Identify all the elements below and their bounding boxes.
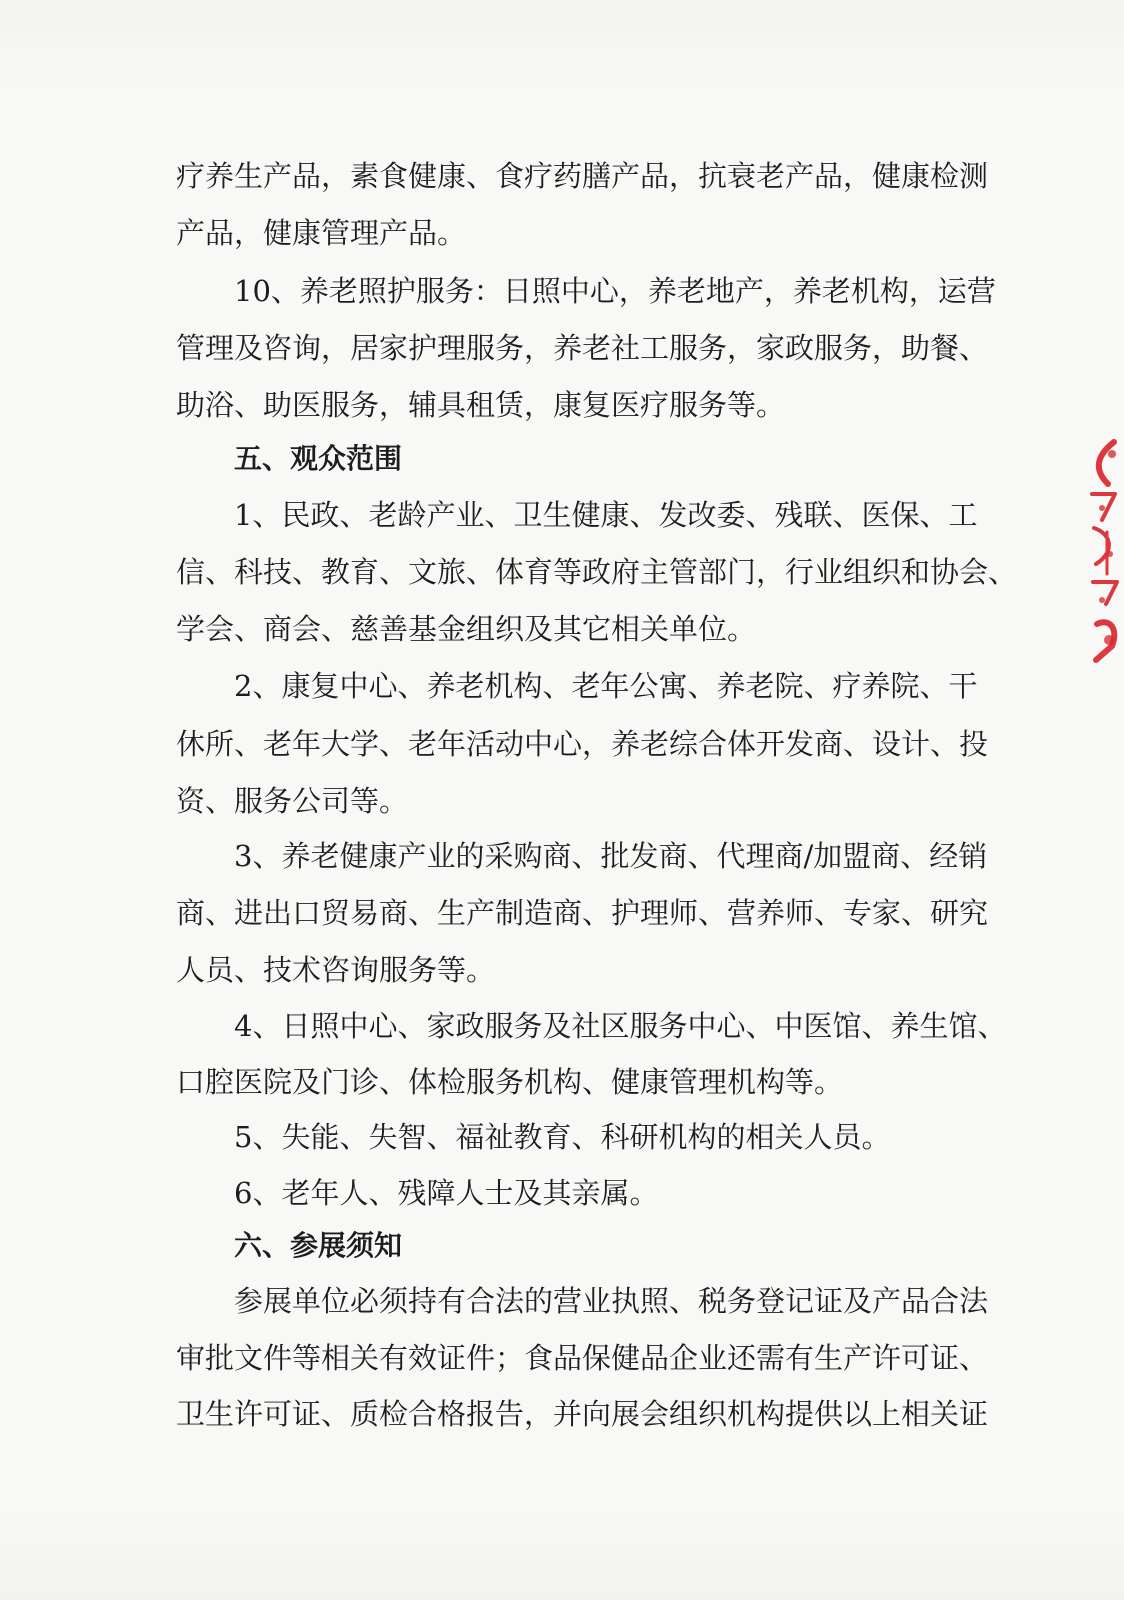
paragraph-line: 5、失能、失智、福祉教育、科研机构的相关人员。 — [234, 1120, 891, 1154]
paragraph-line: 口腔医院及门诊、体检服务机构、健康管理机构等。 — [176, 1065, 844, 1099]
paragraph-line: 助浴、助医服务，辅具租赁，康复医疗服务等。 — [176, 388, 786, 422]
seal-stamp-image — [1084, 436, 1124, 666]
paragraph-line: 资、服务公司等。 — [176, 784, 409, 818]
paragraph-line: 1、民政、老龄产业、卫生健康、发改委、残联、医保、工 — [234, 498, 978, 532]
section-heading: 六、参展须知 — [234, 1229, 403, 1262]
paragraph-line: 商、进出口贸易商、生产制造商、护理师、营养师、专家、研究 — [176, 896, 989, 930]
paragraph-line: 人员、技术咨询服务等。 — [176, 953, 496, 987]
paragraph-line: 6、老年人、残障人士及其亲属。 — [234, 1176, 659, 1210]
paragraph-line: 3、养老健康产业的采购商、批发商、代理商/加盟商、经销 — [234, 839, 988, 873]
paragraph-line: 信、科技、教育、文旅、体育等政府主管部门，行业组织和协会、 — [176, 555, 1018, 589]
paragraph-line: 产品，健康管理产品。 — [176, 216, 467, 250]
section-heading: 五、观众范围 — [234, 442, 403, 475]
paragraph-line: 4、日照中心、家政服务及社区服务中心、中医馆、养生馆、 — [234, 1009, 1007, 1043]
paragraph-line: 学会、商会、慈善基金组织及其它相关单位。 — [176, 612, 757, 646]
paragraph-line: 疗养生产品，素食健康、食疗药膳产品，抗衰老产品，健康检测 — [176, 159, 989, 193]
paragraph-line: 10、养老照护服务：日照中心，养老地产，养老机构，运营 — [234, 274, 996, 308]
red-seal-fragment — [1084, 436, 1124, 666]
paragraph-line: 2、康复中心、养老机构、老年公寓、养老院、疗养院、干 — [234, 669, 978, 703]
paragraph-line: 参展单位必须持有合法的营业执照、税务登记证及产品合法 — [234, 1284, 989, 1318]
paragraph-line: 休所、老年大学、老年活动中心，养老综合体开发商、设计、投 — [176, 727, 989, 761]
paragraph-line: 卫生许可证、质检合格报告，并向展会组织机构提供以上相关证 — [176, 1397, 989, 1431]
paragraph-line: 管理及咨询，居家护理服务，养老社工服务，家政服务，助餐、 — [176, 331, 989, 365]
paragraph-line: 审批文件等相关有效证件；食品保健品企业还需有生产许可证、 — [176, 1341, 989, 1375]
